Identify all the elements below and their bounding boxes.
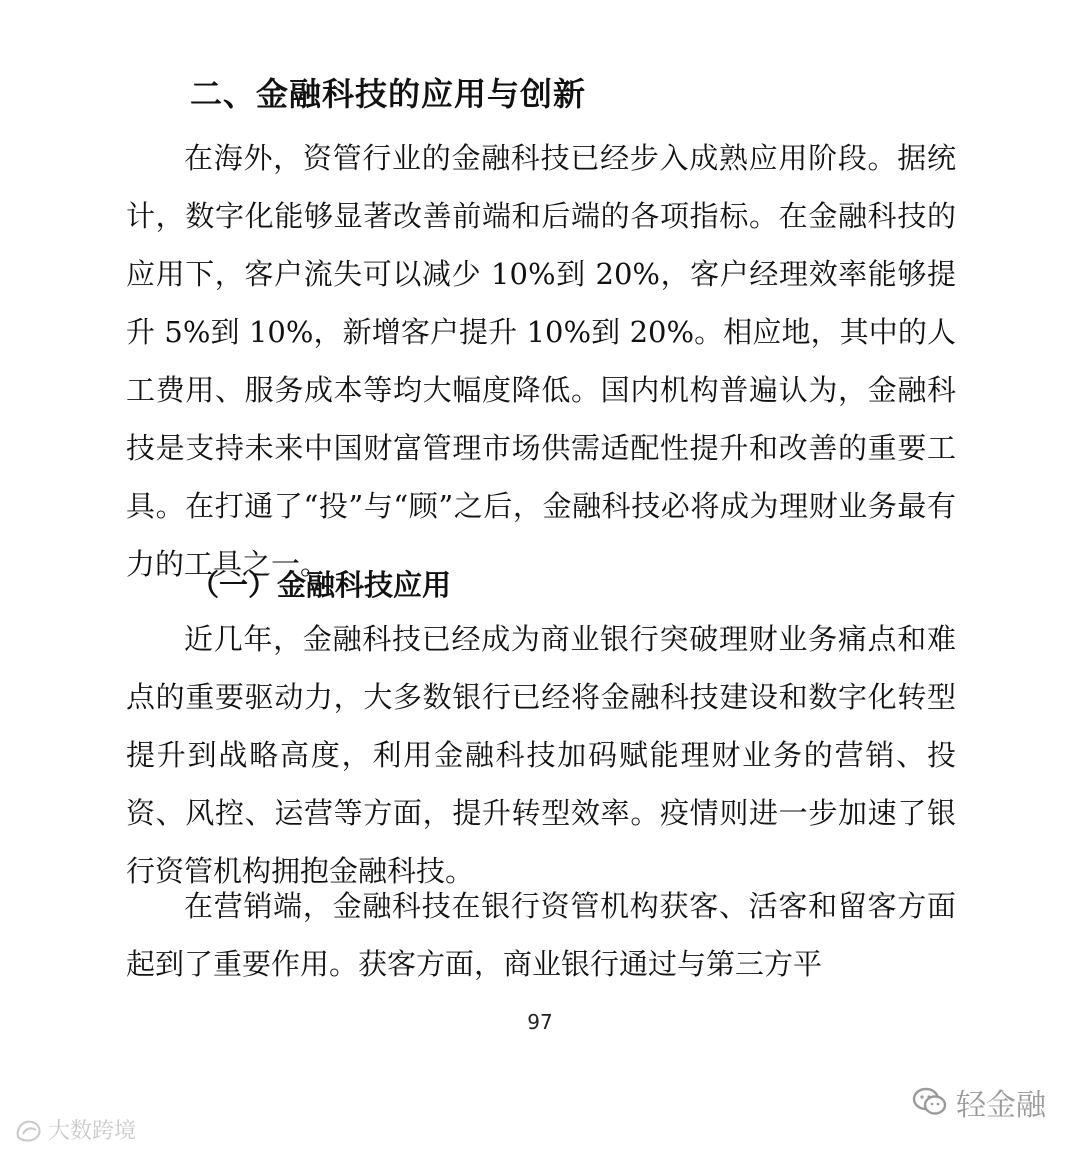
watermark-right-text: 轻金融 (956, 1088, 1046, 1123)
section-heading: 二、金融科技的应用与创新 (190, 75, 587, 113)
watermark-right (912, 1080, 1046, 1124)
watermark-left (14, 1114, 136, 1145)
watermark-left-text: 大数跨境 (48, 1119, 137, 1144)
paragraph: 近几年，金融科技已经成为商业银行突破理财业务痛点和难点的重要驱动力，大多数银行已经将金融科技建设和数字化转型提升到战略高度，利用金融科技加码赋能理财业务的营销、投资、风控、运营等方面，提升转型效率。疫情则进一步加速了银行资管机构拥抱金融科技。 (126, 622, 956, 888)
wechat-icon (912, 1086, 948, 1118)
paragraph-block-1 (126, 129, 956, 593)
page-number: 97 (527, 1010, 553, 1034)
logo-icon (14, 1117, 44, 1143)
paragraph-block-3 (126, 877, 956, 993)
paragraph-block-2 (126, 610, 956, 900)
paragraph: 在海外，资管行业的金融科技已经步入成熟应用阶段。据统计，数字化能够显著改善前端和后端的各项指标。在金融科技的应用下，客户流失可以减少 10%到 20%，客户经理效率能够提升 5%到 10%，新增客户提升 10%到 20%。相应地，其中的人工费用、服务成本等均大幅度降低。国内机构普遍认为，金融科技是支持未来中国财富管理市场供需适配性提升和改善的重要工具。在打通了“投”与“顾”之后，金融科技必将成为理财业务最有力的工具之一。 (126, 141, 956, 581)
sub-heading: （一）金融科技应用 (190, 568, 452, 602)
paragraph: 在营销端，金融科技在银行资管机构获客、活客和留客方面起到了重要作用。获客方面，商业银行通过与第三方平 (126, 889, 956, 981)
